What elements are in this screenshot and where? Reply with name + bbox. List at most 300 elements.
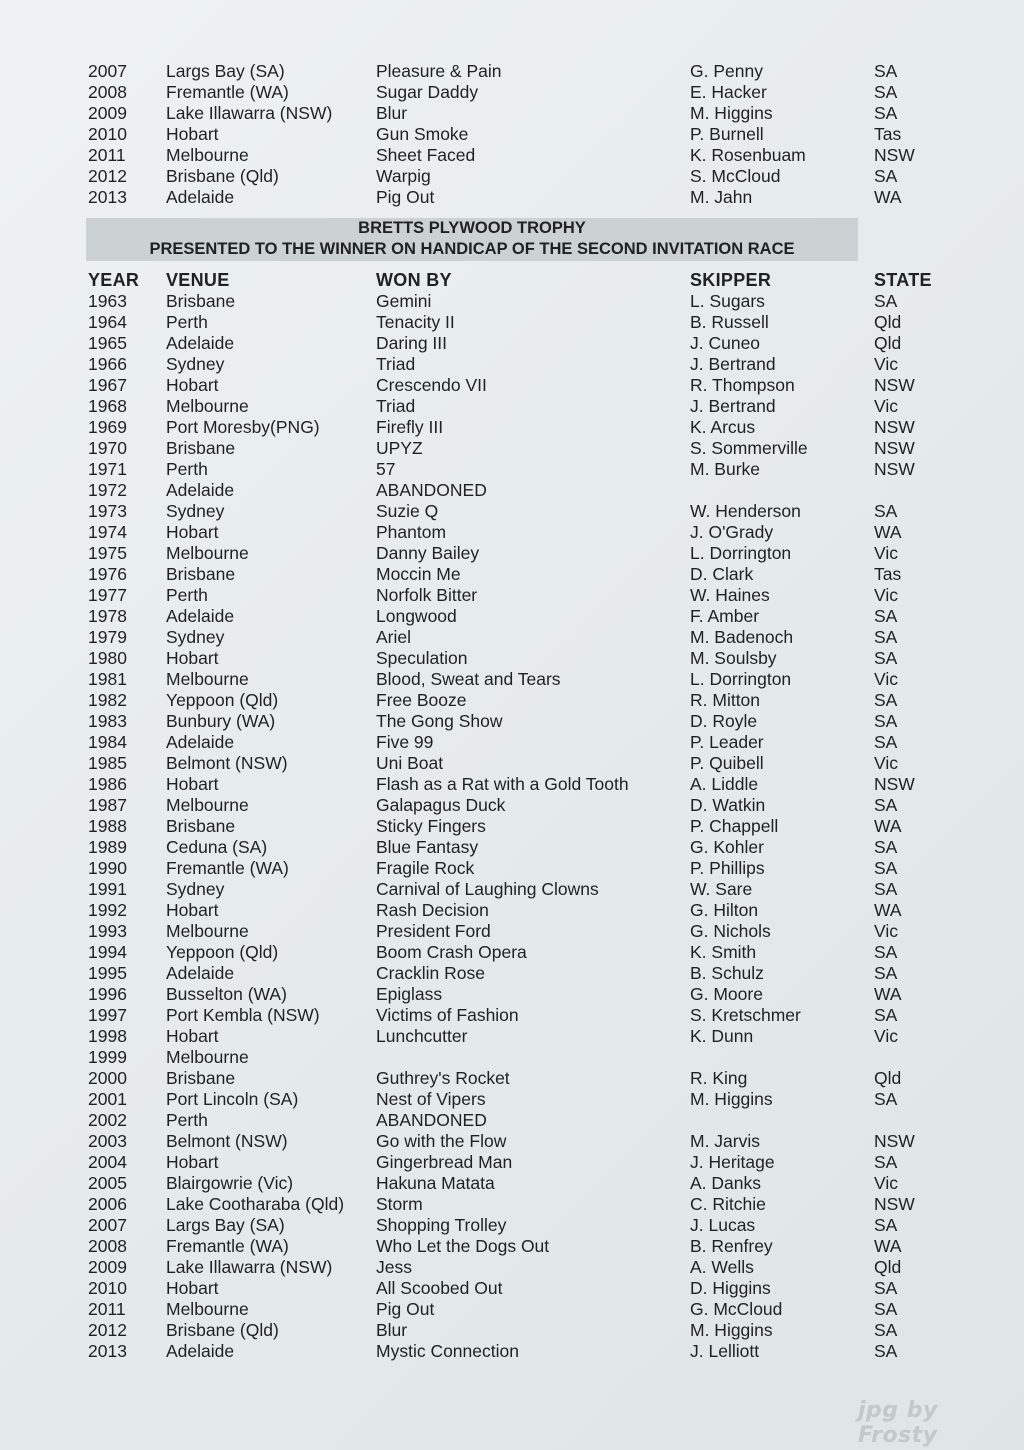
cell-skipper: J. Heritage [690,1152,775,1172]
cell-skipper: J. Lucas [690,1215,756,1235]
cell-skipper: C. Ritchie [690,1194,766,1214]
cell-state: SA [874,837,898,857]
cell-skipper: M. Soulsby [690,648,777,668]
table-row [88,753,948,774]
table-row [88,1047,948,1068]
cell-state: WA [874,984,902,1004]
cell-year: 1994 [88,942,127,962]
cell-state: WA [874,1236,902,1256]
cell-state: WA [874,187,902,207]
cell-state: Vic [874,354,898,374]
cell-won-by: Pleasure & Pain [376,61,502,81]
cell-venue: Adelaide [166,963,235,983]
table-row [88,166,948,187]
table-row [88,711,948,732]
cell-year: 1995 [88,963,127,983]
cell-year: 1970 [88,438,127,458]
cell-won-by: Moccin Me [376,564,461,584]
cell-skipper: W. Sare [690,879,753,899]
cell-year: 2011 [88,145,126,165]
table-row [88,669,948,690]
table-row [88,543,948,564]
cell-venue: Bunbury (WA) [166,711,276,731]
table-row [88,82,948,103]
table-row [88,1299,948,1320]
cell-skipper: G. Hilton [690,900,759,920]
cell-year: 1990 [88,858,127,878]
cell-skipper: D. Clark [690,564,754,584]
cell-won-by: Warpig [376,166,431,186]
cell-skipper: J. O'Grady [690,522,774,542]
cell-year: 2005 [88,1173,127,1193]
cell-skipper: P. Quibell [690,753,764,773]
table-row [88,1194,948,1215]
cell-skipper: L. Dorrington [690,669,792,689]
table-row [88,61,948,82]
trophy-subtitle: PRESENTED TO THE WINNER ON HANDICAP OF THE SECOND INVITATION RACE [149,240,795,258]
cell-venue: Belmont (NSW) [166,1131,288,1151]
cell-year: 2012 [88,1320,127,1340]
table-row [88,1131,948,1152]
cell-state: SA [874,1089,898,1109]
cell-year: 1992 [88,900,127,920]
cell-won-by: Carnival of Laughing Clowns [376,879,599,899]
cell-venue: Lake Cootharaba (Qld) [166,1194,345,1214]
cell-won-by: Triad [376,354,416,374]
cell-year: 1989 [88,837,127,857]
cell-venue: Busselton (WA) [166,984,287,1004]
cell-state: SA [874,690,898,710]
cell-state: WA [874,522,902,542]
cell-venue: Yeppoon (Qld) [166,942,279,962]
cell-won-by: Pig Out [376,187,435,207]
cell-year: 1976 [88,564,127,584]
cell-state: Vic [874,753,898,773]
cell-year: 2013 [88,187,127,207]
cell-state: SA [874,1005,898,1025]
bretts-plywood-trophy-results [88,291,948,1362]
cell-skipper: W. Henderson [690,501,801,521]
cell-year: 2001 [88,1089,127,1109]
cell-year: 2007 [88,1215,127,1235]
cell-skipper: P. Chappell [690,816,779,836]
cell-year: 1987 [88,795,127,815]
cell-year: 2010 [88,1278,127,1298]
cell-skipper: B. Schulz [690,963,764,983]
cell-state: SA [874,606,898,626]
cell-won-by: Lunchcutter [376,1026,468,1046]
cell-year: 1980 [88,648,127,668]
cell-skipper: G. Moore [690,984,763,1004]
cell-year: 1997 [88,1005,127,1025]
cell-venue: Melbourne [166,795,249,815]
cell-state: SA [874,627,898,647]
cell-won-by: Daring III [376,333,447,353]
cell-state: NSW [874,145,915,165]
table-row [88,732,948,753]
cell-year: 1965 [88,333,127,353]
cell-skipper: M. Burke [690,459,761,479]
cell-venue: Sydney [166,879,225,899]
cell-venue: Sydney [166,354,225,374]
cell-won-by: Storm [376,1194,423,1214]
cell-state: NSW [874,774,915,794]
header-skipper: SKIPPER [690,270,772,290]
table-row [88,606,948,627]
cell-venue: Sydney [166,627,225,647]
cell-state: SA [874,963,898,983]
cell-state: Vic [874,1173,898,1193]
cell-state: SA [874,732,898,752]
cell-year: 2013 [88,1341,127,1361]
cell-won-by: Gun Smoke [376,124,469,144]
cell-won-by: Jess [376,1257,412,1277]
cell-venue: Adelaide [166,480,235,500]
cell-won-by: Ariel [376,627,412,647]
table-row [88,291,948,312]
cell-skipper: K. Arcus [690,417,756,437]
cell-won-by: Cracklin Rose [376,963,485,983]
cell-skipper: B. Russell [690,312,769,332]
table-row [88,858,948,879]
cell-skipper: E. Hacker [690,82,767,102]
cell-won-by: Pig Out [376,1299,435,1319]
cell-state: SA [874,501,898,521]
table-row [88,145,948,166]
cell-won-by: Gemini [376,291,432,311]
cell-state: SA [874,1278,898,1298]
cell-skipper: P. Leader [690,732,764,752]
cell-year: 2012 [88,166,127,186]
table-row [88,921,948,942]
cell-venue: Melbourne [166,921,249,941]
cell-year: 1967 [88,375,127,395]
cell-year: 1968 [88,396,127,416]
cell-state: NSW [874,417,915,437]
cell-state: SA [874,1152,898,1172]
table-row [88,1173,948,1194]
cell-won-by: Uni Boat [376,753,444,773]
cell-skipper: A. Liddle [690,774,759,794]
cell-year: 1977 [88,585,127,605]
cell-skipper: W. Haines [690,585,770,605]
cell-venue: Hobart [166,1026,219,1046]
cell-year: 2008 [88,82,127,102]
cell-venue: Hobart [166,648,219,668]
cell-venue: Belmont (NSW) [166,753,288,773]
cell-venue: Perth [166,585,208,605]
cell-year: 1972 [88,480,127,500]
cell-year: 1988 [88,816,127,836]
cell-venue: Perth [166,1110,208,1130]
table-row [88,333,948,354]
cell-venue: Hobart [166,522,219,542]
cell-won-by: Gingerbread Man [376,1152,513,1172]
cell-year: 1982 [88,690,127,710]
cell-year: 1966 [88,354,127,374]
cell-won-by: Blue Fantasy [376,837,479,857]
cell-year: 1979 [88,627,127,647]
cell-won-by: Phantom [376,522,447,542]
cell-year: 1969 [88,417,127,437]
cell-state: Qld [874,1068,902,1088]
cell-state: SA [874,858,898,878]
cell-venue: Hobart [166,1278,219,1298]
cell-won-by: Flash as a Rat with a Gold Tooth [376,774,629,794]
cell-won-by: Firefly III [376,417,444,437]
cell-won-by: Danny Bailey [376,543,480,563]
cell-venue: Perth [166,312,208,332]
cell-state: SA [874,61,898,81]
cell-venue: Port Moresby(PNG) [166,417,320,437]
cell-year: 1975 [88,543,127,563]
cell-state: Qld [874,333,902,353]
cell-won-by: Sheet Faced [376,145,476,165]
cell-venue: Brisbane (Qld) [166,1320,279,1340]
table-row [88,984,948,1005]
cell-won-by: Mystic Connection [376,1341,519,1361]
cell-skipper: D. Higgins [690,1278,771,1298]
cell-won-by: 57 [376,459,396,479]
table-row [88,1110,948,1131]
cell-won-by: Longwood [376,606,457,626]
cell-venue: Lake Illawarra (NSW) [166,1257,333,1277]
cell-venue: Hobart [166,1152,219,1172]
cell-venue: Hobart [166,900,219,920]
table-row [88,375,948,396]
cell-won-by: UPYZ [376,438,423,458]
table-row [88,1215,948,1236]
cell-won-by: ABANDONED [376,1110,487,1130]
cell-year: 1986 [88,774,127,794]
cell-venue: Lake Illawarra (NSW) [166,103,333,123]
cell-won-by: Nest of Vipers [376,1089,486,1109]
table-row [88,900,948,921]
cell-won-by: ABANDONED [376,480,487,500]
cell-won-by: The Gong Show [376,711,503,731]
cell-year: 2004 [88,1152,127,1172]
cell-skipper: G. Kohler [690,837,764,857]
cell-skipper: L. Dorrington [690,543,792,563]
cell-skipper: P. Burnell [690,124,764,144]
cell-skipper: J. Cuneo [690,333,761,353]
table-row [88,795,948,816]
header-year: YEAR [88,270,140,290]
cell-venue: Melbourne [166,1047,249,1067]
table-row [88,354,948,375]
cell-state: Vic [874,585,898,605]
cell-venue: Fremantle (WA) [166,82,289,102]
cell-skipper: A. Danks [690,1173,761,1193]
cell-won-by: Crescendo VII [376,375,487,395]
cell-year: 2002 [88,1110,127,1130]
cell-venue: Ceduna (SA) [166,837,268,857]
cell-won-by: Hakuna Matata [376,1173,495,1193]
table-row [88,816,948,837]
table-row [88,124,948,145]
cell-skipper: B. Renfrey [690,1236,773,1256]
cell-state: SA [874,82,898,102]
cell-year: 1993 [88,921,127,941]
cell-won-by: Free Booze [376,690,467,710]
cell-won-by: All Scoobed Out [376,1278,503,1298]
cell-state: Vic [874,543,898,563]
cell-year: 2011 [88,1299,126,1319]
cell-won-by: Five 99 [376,732,434,752]
cell-year: 1998 [88,1026,127,1046]
cell-skipper: M. Higgins [690,1320,773,1340]
cell-year: 2008 [88,1236,127,1256]
cell-year: 1974 [88,522,127,542]
cell-state: SA [874,166,898,186]
trophy-title: BRETTS PLYWOOD TROPHY [358,219,586,237]
cell-venue: Port Lincoln (SA) [166,1089,299,1109]
table-row [88,1278,948,1299]
cell-skipper: G. Nichols [690,921,771,941]
cell-year: 1971 [88,459,127,479]
cell-year: 2000 [88,1068,127,1088]
cell-state: SA [874,1299,898,1319]
cell-won-by: Who Let the Dogs Out [376,1236,550,1256]
table-row [88,480,948,501]
cell-state: SA [874,103,898,123]
cell-venue: Adelaide [166,187,235,207]
cell-year: 1996 [88,984,127,1004]
cell-venue: Blairgowrie (Vic) [166,1173,294,1193]
table-row [88,1320,948,1341]
header-state: STATE [874,270,932,290]
header-venue: VENUE [166,270,230,290]
cell-state: Vic [874,669,898,689]
trophy-banner [86,218,858,261]
cell-skipper: S. McCloud [690,166,781,186]
cell-won-by: Galapagus Duck [376,795,506,815]
cell-state: Qld [874,1257,902,1277]
cell-year: 1978 [88,606,127,626]
cell-skipper: R. Mitton [690,690,761,710]
cell-won-by: Guthrey's Rocket [376,1068,510,1088]
cell-venue: Brisbane [166,438,236,458]
cell-venue: Brisbane (Qld) [166,166,279,186]
cell-skipper: S. Kretschmer [690,1005,801,1025]
table-row [88,690,948,711]
table-row [88,312,948,333]
table-row [88,627,948,648]
cell-skipper: M. Jahn [690,187,753,207]
cell-venue: Adelaide [166,333,235,353]
cell-won-by: Victims of Fashion [376,1005,519,1025]
cell-state: WA [874,816,902,836]
cell-won-by: Suzie Q [376,501,439,521]
cell-won-by: Epiglass [376,984,443,1004]
cell-venue: Largs Bay (SA) [166,1215,285,1235]
cell-won-by: Sugar Daddy [376,82,479,102]
cell-venue: Adelaide [166,606,235,626]
cell-year: 1963 [88,291,127,311]
cell-skipper: K. Dunn [690,1026,754,1046]
table-row [88,1068,948,1089]
cell-skipper: J. Lelliott [690,1341,760,1361]
cell-state: NSW [874,459,915,479]
cell-year: 2009 [88,103,127,123]
cell-venue: Yeppoon (Qld) [166,690,279,710]
table-row [88,438,948,459]
table-row [88,1005,948,1026]
table-row [88,459,948,480]
cell-venue: Fremantle (WA) [166,858,289,878]
header-won-by: WON BY [376,270,452,290]
cell-year: 1991 [88,879,127,899]
cell-state: Tas [874,564,902,584]
cell-venue: Melbourne [166,543,249,563]
cell-skipper: M. Higgins [690,1089,773,1109]
cell-state: SA [874,795,898,815]
cell-state: Vic [874,921,898,941]
cell-skipper: G. Penny [690,61,763,81]
cell-year: 2010 [88,124,127,144]
cell-year: 1981 [88,669,127,689]
cell-won-by: Rash Decision [376,900,489,920]
cell-venue: Brisbane [166,291,236,311]
column-headers [88,269,948,291]
cell-won-by: Norfolk Bitter [376,585,478,605]
cell-skipper: K. Rosenbuam [690,145,806,165]
cell-skipper: D. Watkin [690,795,766,815]
cell-venue: Melbourne [166,396,249,416]
cell-state: SA [874,1341,898,1361]
cell-venue: Sydney [166,501,225,521]
cell-venue: Largs Bay (SA) [166,61,285,81]
cell-skipper: M. Badenoch [690,627,794,647]
cell-venue: Brisbane [166,564,236,584]
table-row [88,963,948,984]
cell-year: 2007 [88,61,127,81]
cell-skipper: D. Royle [690,711,758,731]
cell-venue: Port Kembla (NSW) [166,1005,320,1025]
cell-skipper: L. Sugars [690,291,765,311]
cell-won-by: Blur [376,103,408,123]
cell-year: 1973 [88,501,127,521]
cell-venue: Brisbane [166,1068,236,1088]
cell-won-by: Speculation [376,648,468,668]
cell-state: Tas [874,124,902,144]
cell-state: WA [874,900,902,920]
table-row [88,1026,948,1047]
cell-venue: Adelaide [166,1341,235,1361]
cell-skipper: R. Thompson [690,375,795,395]
cell-state: SA [874,942,898,962]
cell-won-by: Fragile Rock [376,858,475,878]
table-row [88,1257,948,1278]
cell-state: SA [874,1320,898,1340]
cell-year: 1985 [88,753,127,773]
cell-won-by: Boom Crash Opera [376,942,527,962]
cell-skipper: F. Amber [690,606,760,626]
cell-venue: Adelaide [166,732,235,752]
table-row [88,564,948,585]
cell-year: 2006 [88,1194,127,1214]
table-row [88,1152,948,1173]
table-row [88,187,948,208]
cell-skipper: G. McCloud [690,1299,783,1319]
table-row [88,1236,948,1257]
cell-skipper: S. Sommerville [690,438,808,458]
cell-state: NSW [874,1131,915,1151]
table-row [88,417,948,438]
cell-state: SA [874,879,898,899]
cell-venue: Melbourne [166,1299,249,1319]
cell-state: Vic [874,1026,898,1046]
